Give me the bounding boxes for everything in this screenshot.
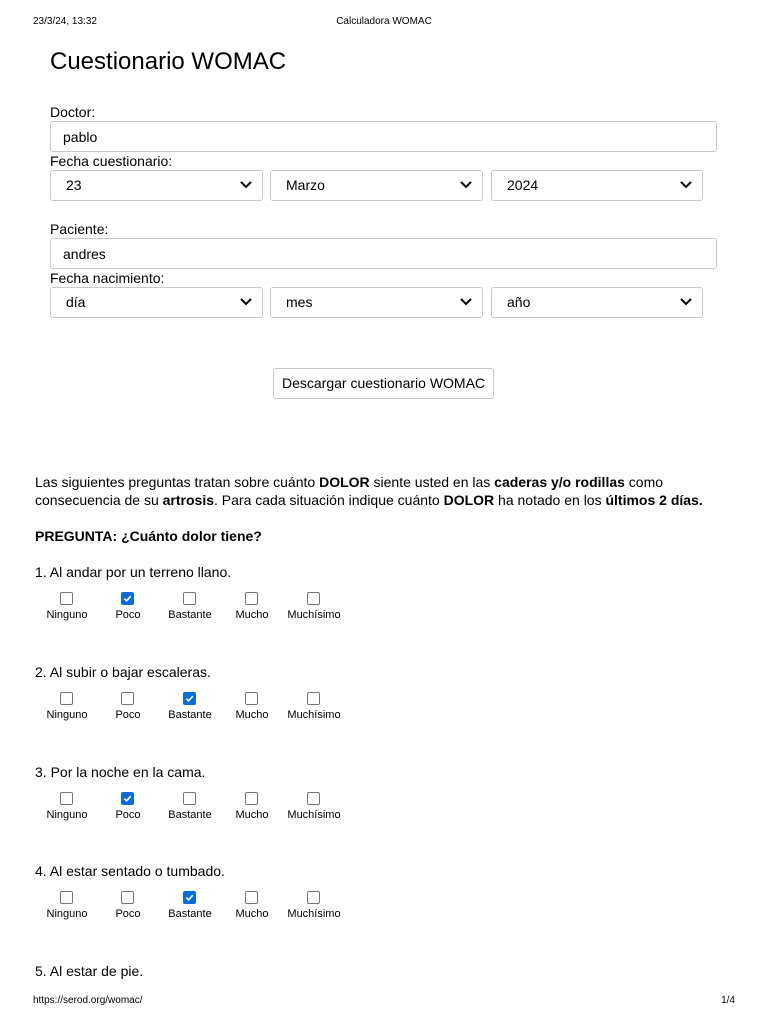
checkbox[interactable] <box>307 891 320 904</box>
checkbox[interactable] <box>121 891 134 904</box>
intro-bold: DOLOR <box>319 474 370 490</box>
checkbox[interactable] <box>245 692 258 705</box>
select-value: día <box>66 294 86 310</box>
checkbox[interactable] <box>183 592 196 605</box>
doctor-label: Doctor: <box>50 104 96 120</box>
checkmark-icon <box>185 893 194 902</box>
doctor-input[interactable] <box>50 121 717 152</box>
checkbox[interactable] <box>121 792 134 805</box>
paciente-label: Paciente: <box>50 221 109 237</box>
intro-paragraph <box>35 473 740 509</box>
option-label: Mucho <box>235 809 269 821</box>
checkbox[interactable] <box>183 792 196 805</box>
chevron-down-icon <box>240 298 252 306</box>
fecha-cuestionario-label: Fecha cuestionario: <box>50 153 173 169</box>
chevron-down-icon <box>680 181 692 189</box>
question-text: 1. Al andar por un terreno llano. <box>35 564 232 580</box>
fecha-cuestionario-year-select[interactable] <box>491 170 703 201</box>
intro-text: ha notado en los <box>494 492 606 508</box>
option-label: Poco <box>115 908 141 920</box>
checkbox[interactable] <box>245 891 258 904</box>
print-footer <box>0 995 768 1009</box>
checkbox[interactable] <box>183 891 196 904</box>
checkmark-icon <box>123 594 132 603</box>
fecha-nacimiento-day-select[interactable] <box>50 287 263 318</box>
fecha-nacimiento-year-select[interactable] <box>491 287 703 318</box>
option-label: Ninguno <box>46 809 88 821</box>
checkbox[interactable] <box>307 592 320 605</box>
chevron-down-icon <box>240 181 252 189</box>
checkbox[interactable] <box>307 692 320 705</box>
option-label: Bastante <box>168 809 212 821</box>
intro-text: Las siguientes preguntas tratan sobre cuánto <box>35 474 320 490</box>
page-title: Cuestionario WOMAC <box>50 48 287 75</box>
fecha-cuestionario-month-select[interactable] <box>270 170 483 201</box>
checkbox[interactable] <box>60 592 73 605</box>
option-label: Bastante <box>168 908 212 920</box>
option-label: Mucho <box>235 709 269 721</box>
print-page-number: 1/4 <box>721 995 735 1006</box>
question-item <box>35 564 735 644</box>
option-label: Ninguno <box>46 609 88 621</box>
option-muchísimo[interactable] <box>274 891 354 927</box>
option-label: Mucho <box>235 609 269 621</box>
checkbox[interactable] <box>60 792 73 805</box>
print-page-title: Calculadora WOMAC <box>336 16 432 27</box>
intro-text: siente usted en las <box>369 474 495 490</box>
intro-text: . Para cada situación indique cuánto <box>214 492 444 508</box>
checkbox[interactable] <box>183 692 196 705</box>
chevron-down-icon <box>460 181 472 189</box>
checkbox[interactable] <box>245 592 258 605</box>
print-datetime: 23/3/24, 13:32 <box>33 16 97 27</box>
chevron-down-icon <box>680 298 692 306</box>
checkbox[interactable] <box>60 692 73 705</box>
option-label: Bastante <box>168 709 212 721</box>
option-label: Ninguno <box>46 908 88 920</box>
checkbox[interactable] <box>121 592 134 605</box>
select-value: mes <box>286 294 313 310</box>
question-text: 4. Al estar sentado o tumbado. <box>35 863 225 879</box>
pregunta-heading: PREGUNTA: ¿Cuánto dolor tiene? <box>35 528 262 544</box>
option-muchísimo[interactable] <box>274 792 354 828</box>
select-value: 2024 <box>507 177 539 193</box>
checkbox[interactable] <box>60 891 73 904</box>
select-value: 23 <box>66 177 82 193</box>
download-womac-button[interactable]: Descargar cuestionario WOMAC <box>273 368 494 399</box>
question-item <box>35 664 735 744</box>
print-header <box>0 16 768 30</box>
option-label: Mucho <box>235 908 269 920</box>
paciente-input[interactable] <box>50 238 717 269</box>
option-label: Muchísimo <box>287 609 341 621</box>
fecha-nacimiento-label: Fecha nacimiento: <box>50 270 165 286</box>
question-item <box>35 963 735 1024</box>
fecha-nacimiento-month-select[interactable] <box>270 287 483 318</box>
question-item <box>35 863 735 943</box>
option-label: Poco <box>115 609 141 621</box>
option-label: Muchísimo <box>287 709 341 721</box>
question-text: 5. Al estar de pie. <box>35 963 144 979</box>
checkbox[interactable] <box>307 792 320 805</box>
checkmark-icon <box>123 794 132 803</box>
option-muchísimo[interactable] <box>274 592 354 628</box>
option-label: Poco <box>115 809 141 821</box>
option-label: Muchísimo <box>287 809 341 821</box>
option-label: Muchísimo <box>287 908 341 920</box>
chevron-down-icon <box>460 298 472 306</box>
option-label: Poco <box>115 709 141 721</box>
question-item <box>35 764 735 844</box>
fecha-cuestionario-day-select[interactable] <box>50 170 263 201</box>
intro-bold: caderas y/o rodillas <box>494 474 625 490</box>
option-muchísimo[interactable] <box>274 692 354 728</box>
question-text: 3. Por la noche en la cama. <box>35 764 206 780</box>
checkbox[interactable] <box>245 792 258 805</box>
select-value: año <box>507 294 531 310</box>
intro-text: como consecuencia de su <box>35 474 664 508</box>
question-text: 2. Al subir o bajar escaleras. <box>35 664 211 680</box>
intro-bold: DOLOR <box>443 492 495 508</box>
print-url: https://serod.org/womac/ <box>33 995 143 1006</box>
option-label: Ninguno <box>46 709 88 721</box>
option-label: Bastante <box>168 609 212 621</box>
checkbox[interactable] <box>121 692 134 705</box>
checkmark-icon <box>185 694 194 703</box>
intro-bold: últimos 2 días. <box>605 492 703 508</box>
select-value: Marzo <box>286 177 325 193</box>
intro-bold: artrosis <box>162 492 214 508</box>
